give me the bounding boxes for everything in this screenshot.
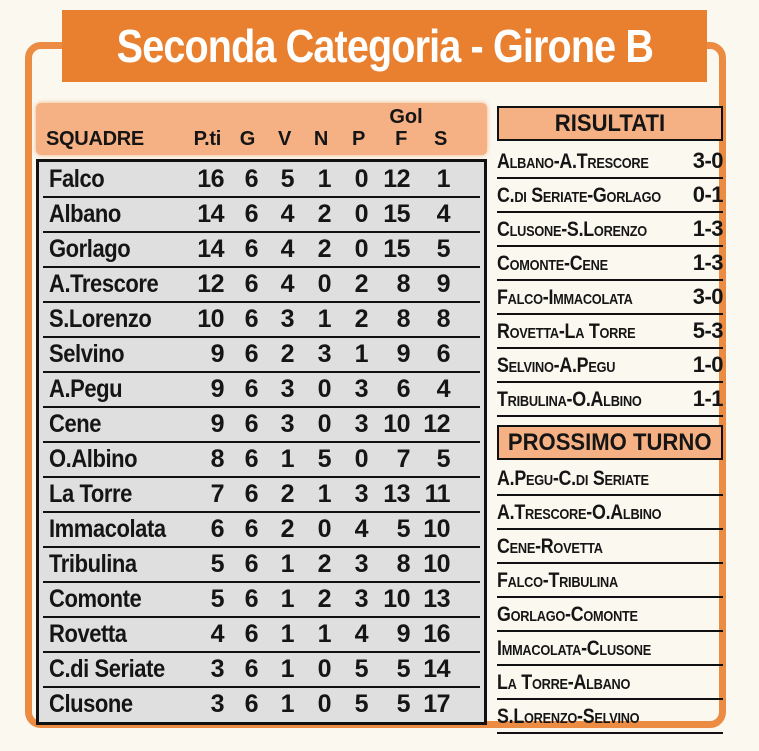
next-round-row [497,700,723,734]
result-score: 5-3 [692,318,723,343]
team-name: Clusone [49,690,133,718]
draws-value: 3 [317,340,331,368]
wins-value: 3 [280,375,294,403]
next-round-row [497,496,723,530]
result-score: 1-0 [692,352,723,377]
played-value: 6 [244,550,258,578]
losses-value: 0 [354,445,368,473]
team-name: O.Albino [49,445,138,473]
losses-value: 2 [354,270,368,298]
results-list [497,145,723,417]
team-name: Cene [49,410,102,438]
goals-against-value: 4 [436,200,450,228]
next-round-header [497,425,723,460]
goals-against-value: 1 [436,165,450,193]
goals-against-value: 13 [423,585,450,613]
losses-value: 3 [354,410,368,438]
draws-value: 5 [317,445,331,473]
draws-value: 0 [317,270,331,298]
team-name: A.Pegu [49,375,123,403]
standings-row [39,407,484,442]
team-name: Albano [49,200,121,228]
losses-value: 0 [354,235,368,263]
played-value: 6 [244,305,258,333]
goals-against-value: 4 [436,375,450,403]
losses-value: 2 [354,305,368,333]
points-value: 16 [197,165,224,193]
goals-for-value: 10 [383,585,410,613]
draws-value: 0 [317,410,331,438]
wins-value: 1 [280,620,294,648]
results-header [497,106,723,141]
result-match-name: Clusone-S.Lorenzo [497,218,647,241]
standings-row [39,442,484,477]
result-match-name: C.di Seriate-Gorlago [497,184,661,207]
goals-against-value: 16 [423,620,450,648]
played-value: 6 [244,375,258,403]
played-value: 6 [244,200,258,228]
result-row [497,247,723,281]
goals-for-value: 10 [383,410,410,438]
goals-against-value: 14 [423,655,450,683]
team-name: Comonte [49,585,142,613]
next-round-row [497,666,723,700]
team-name: Gorlago [49,235,131,263]
column-header-squadre: SQUADRE [46,128,144,150]
draws-value: 0 [317,690,331,718]
gol-group-label: Gol [389,106,423,128]
column-header: P.ti [193,128,221,150]
result-score: 1-3 [692,216,723,241]
result-match-name: Rovetta-La Torre [497,320,636,343]
draws-value: 1 [317,165,331,193]
standings-header-gol-row [36,106,487,127]
losses-value: 3 [354,585,368,613]
goals-for-value: 15 [383,235,410,263]
losses-value: 5 [354,690,368,718]
result-match-name: Selvino-A.Pegu [497,354,616,377]
result-row [497,179,723,213]
losses-value: 3 [354,550,368,578]
goals-against-value: 10 [423,550,450,578]
title-bar [62,10,707,82]
column-header: F [395,128,407,150]
losses-value: 0 [354,165,368,193]
losses-value: 0 [354,200,368,228]
result-match-name: Tribulina-O.Albino [497,388,642,411]
standings-row [39,197,484,232]
column-header: G [239,128,255,150]
points-value: 8 [210,445,224,473]
next-match-name: Falco-Tribulina [497,569,618,592]
goals-for-value: 5 [396,515,410,543]
draws-value: 0 [317,655,331,683]
team-name: Selvino [49,340,125,368]
wins-value: 3 [280,305,294,333]
standings-row [39,547,484,582]
next-match-name: Gorlago-Comonte [497,603,638,626]
goals-against-value: 8 [436,305,450,333]
standings-row [39,372,484,407]
goals-for-value: 9 [396,340,410,368]
draws-value: 2 [317,200,331,228]
played-value: 6 [244,620,258,648]
draws-value: 1 [317,620,331,648]
result-row [497,213,723,247]
wins-value: 1 [280,690,294,718]
played-value: 6 [244,340,258,368]
losses-value: 5 [354,655,368,683]
team-name: Rovetta [49,620,127,648]
team-name: Immacolata [49,515,166,543]
goals-for-value: 8 [396,270,410,298]
losses-value: 4 [354,515,368,543]
standings-row [39,652,484,687]
wins-value: 2 [280,340,294,368]
losses-value: 4 [354,620,368,648]
goals-against-value: 10 [423,515,450,543]
result-row [497,383,723,417]
wins-value: 4 [280,270,294,298]
result-match-name: Falco-Immacolata [497,286,633,309]
draws-value: 0 [317,515,331,543]
team-name: Tribulina [49,550,137,578]
draws-value: 0 [317,375,331,403]
standings-row [39,302,484,337]
points-value: 5 [210,550,224,578]
wins-value: 1 [280,550,294,578]
next-match-name: La Torre-Albano [497,671,631,694]
wins-value: 4 [280,235,294,263]
standings-rows [36,159,487,725]
standings-row [39,617,484,652]
goals-for-value: 8 [396,550,410,578]
wins-value: 4 [280,200,294,228]
standings-row [39,687,484,722]
goals-against-value: 5 [436,445,450,473]
standings-row [39,477,484,512]
side-column [497,106,723,734]
goals-for-value: 13 [383,480,410,508]
result-score: 1-3 [692,250,723,275]
goals-for-value: 5 [396,655,410,683]
losses-value: 3 [354,480,368,508]
result-match-name: Albano-A.Trescore [497,150,649,173]
next-round-row [497,598,723,632]
result-match-name: Comonte-Cene [497,252,608,275]
result-row [497,145,723,179]
draws-value: 2 [317,235,331,263]
wins-value: 5 [280,165,294,193]
result-row [497,315,723,349]
points-value: 9 [210,340,224,368]
goals-against-value: 12 [423,410,450,438]
points-value: 14 [197,235,224,263]
points-value: 3 [210,690,224,718]
standings-header [36,103,487,155]
points-value: 9 [210,375,224,403]
column-header: S [433,128,447,150]
goals-for-value: 7 [396,445,410,473]
played-value: 6 [244,655,258,683]
wins-value: 1 [280,445,294,473]
next-match-name: Immacolata-Clusone [497,637,652,660]
wins-value: 2 [280,515,294,543]
results-title: RISULTATI [554,109,666,137]
played-value: 6 [244,165,258,193]
goals-for-value: 9 [396,620,410,648]
played-value: 6 [244,480,258,508]
result-score: 3-0 [692,284,723,309]
team-name: Falco [49,165,105,193]
result-score: 0-1 [692,182,723,207]
losses-value: 3 [354,375,368,403]
goals-against-value: 11 [424,480,450,508]
next-round-title: PROSSIMO TURNO [508,428,712,456]
next-round-row [497,632,723,666]
standings-header-labels [36,127,487,151]
standings-row [39,267,484,302]
goals-against-value: 5 [436,235,450,263]
goals-for-value: 5 [396,690,410,718]
played-value: 6 [244,270,258,298]
wins-value: 1 [280,655,294,683]
team-name: S.Lorenzo [49,305,152,333]
column-header: N [313,128,328,150]
played-value: 6 [244,410,258,438]
wins-value: 1 [280,585,294,613]
next-match-name: A.Trescore-O.Albino [497,501,662,524]
goals-for-value: 6 [396,375,410,403]
team-name: C.di Seriate [49,655,165,683]
goals-against-value: 9 [436,270,450,298]
goals-for-value: 8 [396,305,410,333]
played-value: 6 [244,515,258,543]
standings-table [36,103,487,725]
standings-row [39,162,484,197]
column-header: V [277,128,291,150]
goals-for-value: 12 [383,165,410,193]
team-name: A.Trescore [49,270,159,298]
standings-row [39,582,484,617]
goals-against-value: 17 [423,690,450,718]
next-match-name: Cene-Rovetta [497,535,603,558]
standings-row [39,512,484,547]
played-value: 6 [244,690,258,718]
points-value: 9 [210,410,224,438]
wins-value: 3 [280,410,294,438]
next-round-row [497,462,723,496]
next-round-row [497,564,723,598]
page-title: Seconda Categoria - Girone B [116,20,653,72]
result-row [497,349,723,383]
points-value: 7 [210,480,224,508]
result-score: 3-0 [692,148,723,173]
losses-value: 1 [354,340,368,368]
points-value: 6 [210,515,224,543]
played-value: 6 [244,445,258,473]
goals-for-value: 15 [383,200,410,228]
column-header: P [351,128,365,150]
points-value: 4 [210,620,224,648]
points-value: 5 [210,585,224,613]
points-value: 14 [197,200,224,228]
draws-value: 2 [317,585,331,613]
played-value: 6 [244,235,258,263]
standings-row [39,337,484,372]
draws-value: 1 [317,305,331,333]
result-row [497,281,723,315]
played-value: 6 [244,585,258,613]
wins-value: 2 [280,480,294,508]
standings-row [39,232,484,267]
points-value: 12 [197,270,224,298]
next-match-name: A.Pegu-C.di Seriate [497,467,649,490]
team-name: La Torre [49,480,132,508]
points-value: 3 [210,655,224,683]
goals-against-value: 6 [436,340,450,368]
points-value: 10 [197,305,224,333]
draws-value: 2 [317,550,331,578]
next-round-list [497,462,723,734]
result-score: 1-1 [692,386,723,411]
next-match-name: S.Lorenzo-Selvino [497,705,640,728]
draws-value: 1 [317,480,331,508]
next-round-row [497,530,723,564]
